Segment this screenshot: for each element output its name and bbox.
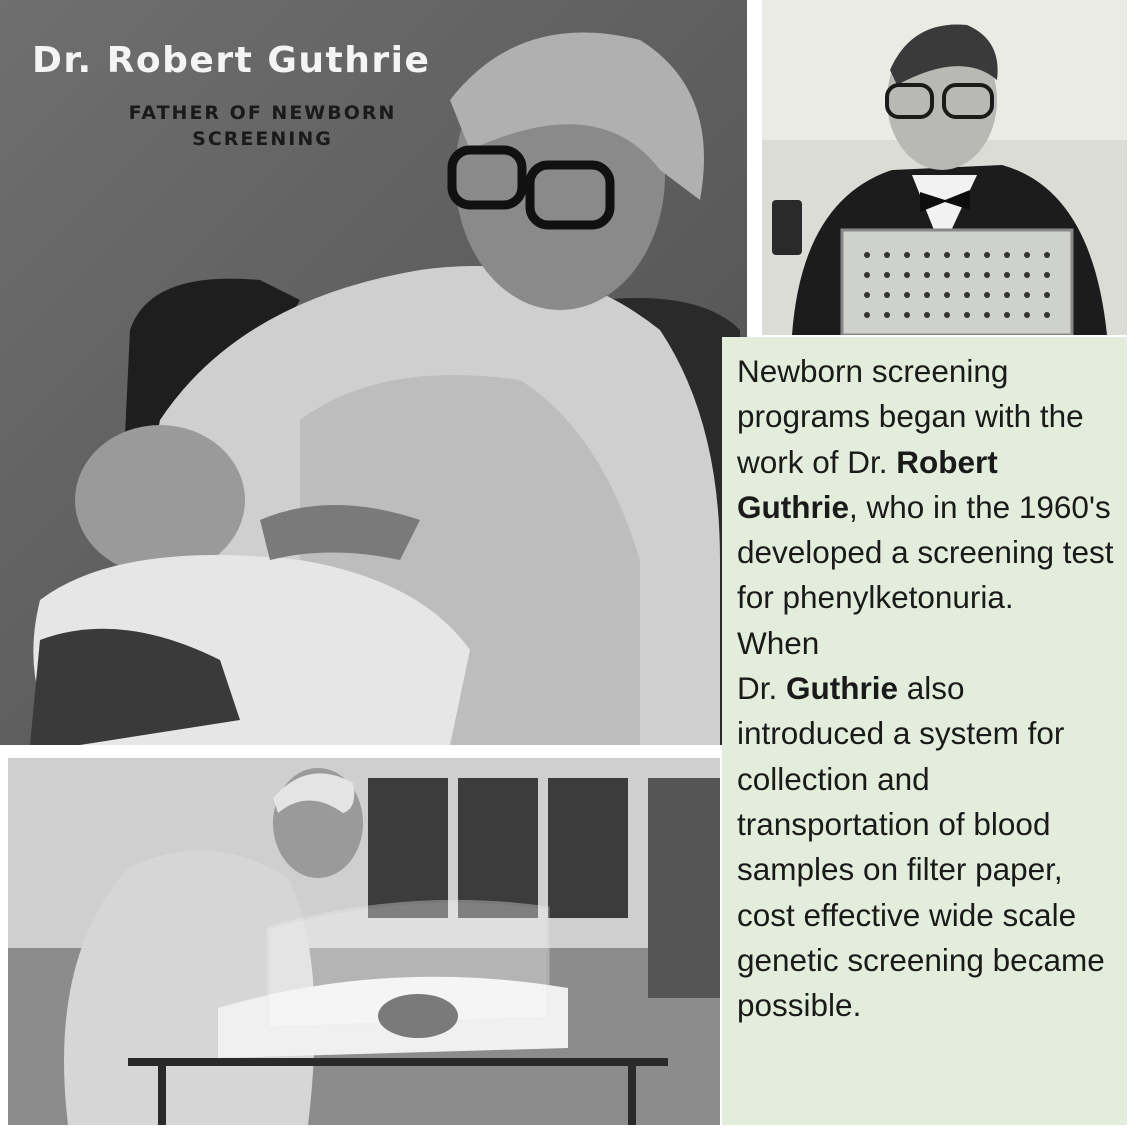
description-text-part-3: When xyxy=(737,624,820,661)
description-text-part-2: , who in the 1960's developed a screening test for phenylketonuria. xyxy=(737,488,1114,616)
lab-photo-with-test-plate xyxy=(762,0,1127,335)
description-text-part-4: Dr. xyxy=(737,670,787,707)
description-panel xyxy=(722,337,1127,1125)
nursery-photo-with-bassinet xyxy=(8,758,720,1125)
description-bold-name-2: Guthrie xyxy=(786,670,899,707)
description-text-part-5: also introduced a system for collection and transportation of blood samples on filter paper, cost effective wide scale genetic screening became possible. xyxy=(737,670,1105,1024)
nursery-photo-art xyxy=(8,758,720,1125)
subtitle-line-2: SCREENING xyxy=(192,128,333,150)
main-title: Dr. Robert Guthrie xyxy=(32,40,431,81)
subtitle-line-1: FATHER OF NEWBORN xyxy=(128,102,397,124)
description-bold-name-1: Robert Guthrie xyxy=(737,443,998,525)
test-plate-wells xyxy=(857,245,1057,330)
main-subtitle xyxy=(60,100,465,152)
portrait-photo-with-baby xyxy=(0,0,747,745)
description-text-part-1: Newborn screening programs began with the work of Dr. xyxy=(737,353,1084,480)
